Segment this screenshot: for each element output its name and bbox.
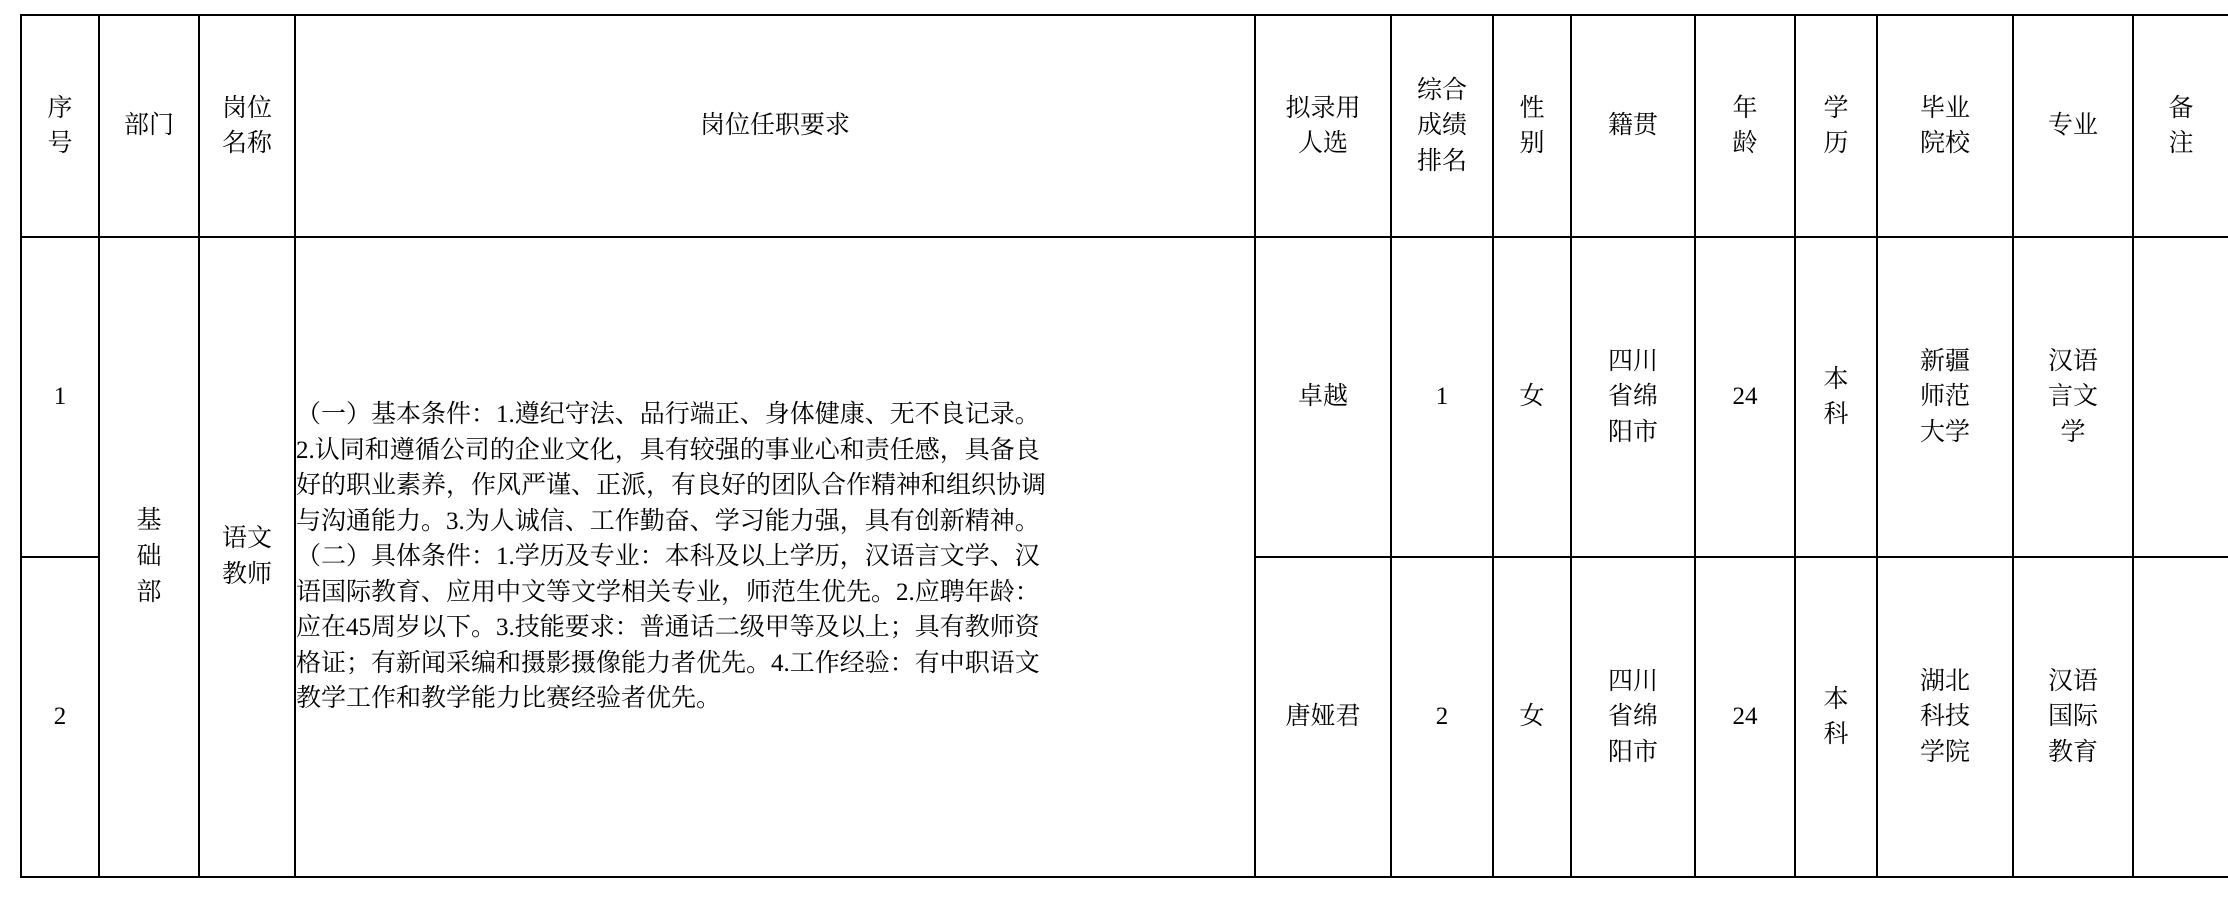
- header-remark: [2133, 15, 2228, 237]
- education-line1: 本: [1823, 685, 1849, 713]
- header-department: [99, 15, 199, 237]
- major-line1: 汉语: [2047, 347, 2098, 375]
- requirements-line-6: 语国际教育、应用中文等文学相关专业，师范生优先。2.应聘年龄：: [296, 578, 1040, 606]
- header-school-line2: 院校: [1919, 130, 1970, 157]
- header-sex-line2: 别: [1519, 130, 1545, 157]
- major-line3: 学: [2060, 418, 2086, 446]
- header-candidate-line2: 人选: [1297, 130, 1348, 157]
- cell-rank: 2: [1391, 557, 1493, 877]
- cell-seq: 1: [21, 237, 99, 557]
- cell-origin: [1571, 237, 1695, 557]
- department-line2: 础: [136, 542, 162, 570]
- school-line2: 师范: [1919, 383, 1970, 411]
- requirements-line-3: 好的职业素养，作风严谨、正派，有良好的团队合作精神和组织协调: [296, 472, 1047, 500]
- cell-remark: [2133, 237, 2228, 557]
- header-rank-line2: 成绩: [1416, 112, 1467, 140]
- header-education-line2: 历: [1823, 130, 1849, 157]
- header-age: [1695, 15, 1795, 237]
- cell-remark: [2133, 557, 2228, 877]
- header-education: [1795, 15, 1877, 237]
- header-origin-line1: 籍贯: [1607, 112, 1658, 140]
- post-name-line1: 语文: [221, 524, 272, 552]
- header-seq-line1: 序: [47, 94, 73, 122]
- header-age-line2: 龄: [1732, 130, 1758, 157]
- cell-age: 24: [1695, 557, 1795, 877]
- cell-age: 24: [1695, 237, 1795, 557]
- major-line3: 教育: [2047, 738, 2098, 766]
- requirements-line-1: （一）基本条件：1.遵纪守法、品行端正、身体健康、无不良记录。: [296, 401, 1040, 429]
- origin-line2: 省绵: [1607, 703, 1658, 731]
- header-remark-line1: 备: [2168, 94, 2194, 122]
- header-school-line1: 毕业: [1919, 94, 1970, 122]
- cell-rank: 1: [1391, 237, 1493, 557]
- cell-school: [1877, 557, 2013, 877]
- requirements-line-5: （二）具体条件：1.学历及专业：本科及以上学历，汉语言文学、汉: [296, 543, 1040, 571]
- education-line2: 科: [1823, 401, 1849, 428]
- post-name-line2: 教师: [221, 561, 272, 588]
- department-line1: 基: [136, 506, 162, 534]
- origin-line1: 四川: [1607, 667, 1658, 695]
- cell-sex: 女: [1493, 557, 1571, 877]
- header-school: [1877, 15, 2013, 237]
- cell-education: [1795, 237, 1877, 557]
- header-rank: [1391, 15, 1493, 237]
- cell-post-name: [199, 237, 295, 877]
- header-major: [2013, 15, 2133, 237]
- major-line2: 言文: [2047, 383, 2098, 411]
- header-rank-line1: 综合: [1416, 76, 1467, 104]
- requirements-line-8: 格证；有新闻采编和摄影摄像能力者优先。4.工作经验：有中职语文: [296, 649, 1040, 677]
- origin-line2: 省绵: [1607, 383, 1658, 411]
- cell-seq: 2: [21, 557, 99, 877]
- cell-education: [1795, 557, 1877, 877]
- origin-line3: 阳市: [1607, 418, 1658, 446]
- header-post-line2: 名称: [221, 130, 272, 157]
- school-line1: 湖北: [1919, 667, 1970, 695]
- header-remark-line2: 注: [2168, 130, 2194, 157]
- department-line3: 部: [136, 579, 162, 607]
- header-requirements-line1: 岗位任职要求: [699, 112, 850, 140]
- requirements-line-7: 应在45周岁以下。3.技能要求：普通话二级甲等及以上；具有教师资: [296, 614, 1040, 642]
- cell-department: [99, 237, 199, 877]
- cell-major: [2013, 557, 2133, 877]
- recruitment-table: [20, 14, 2228, 878]
- header-education-line1: 学: [1823, 94, 1849, 122]
- header-seq: [21, 15, 99, 237]
- header-candidate: [1255, 15, 1391, 237]
- cell-origin: [1571, 557, 1695, 877]
- header-post-name: [199, 15, 295, 237]
- school-line3: 大学: [1919, 418, 1970, 446]
- major-line2: 国际: [2047, 703, 2098, 731]
- origin-line1: 四川: [1607, 347, 1658, 375]
- cell-candidate: 卓越: [1255, 237, 1391, 557]
- education-line1: 本: [1823, 365, 1849, 393]
- header-seq-line2: 号: [47, 130, 73, 157]
- header-origin: [1571, 15, 1695, 237]
- table-header-row: [21, 15, 2228, 237]
- requirements-line-2: 2.认同和遵循公司的企业文化，具有较强的事业心和责任感，具备良: [296, 436, 1040, 464]
- header-department-line1: 部门: [123, 112, 174, 140]
- requirements-line-4: 与沟通能力。3.为人诚信、工作勤奋、学习能力强，具有创新精神。: [296, 507, 1040, 535]
- header-major-line1: 专业: [2047, 112, 2098, 140]
- education-line2: 科: [1823, 721, 1849, 748]
- major-line1: 汉语: [2047, 667, 2098, 695]
- requirements-line-9: 教学工作和教学能力比赛经验者优先。: [296, 685, 722, 713]
- school-line2: 科技: [1919, 703, 1970, 731]
- header-post-line1: 岗位: [221, 94, 272, 122]
- cell-school: [1877, 237, 2013, 557]
- header-rank-line3: 排名: [1416, 147, 1467, 175]
- cell-major: [2013, 237, 2133, 557]
- header-candidate-line1: 拟录用: [1285, 94, 1361, 122]
- cell-sex: 女: [1493, 237, 1571, 557]
- header-sex: [1493, 15, 1571, 237]
- header-sex-line1: 性: [1519, 94, 1545, 122]
- origin-line3: 阳市: [1607, 738, 1658, 766]
- cell-requirements: [295, 237, 1255, 877]
- school-line3: 学院: [1919, 738, 1970, 766]
- header-age-line1: 年: [1732, 94, 1758, 122]
- table-row: [21, 237, 2228, 557]
- school-line1: 新疆: [1919, 347, 1970, 375]
- cell-candidate: 唐娅君: [1255, 557, 1391, 877]
- header-requirements: [295, 15, 1255, 237]
